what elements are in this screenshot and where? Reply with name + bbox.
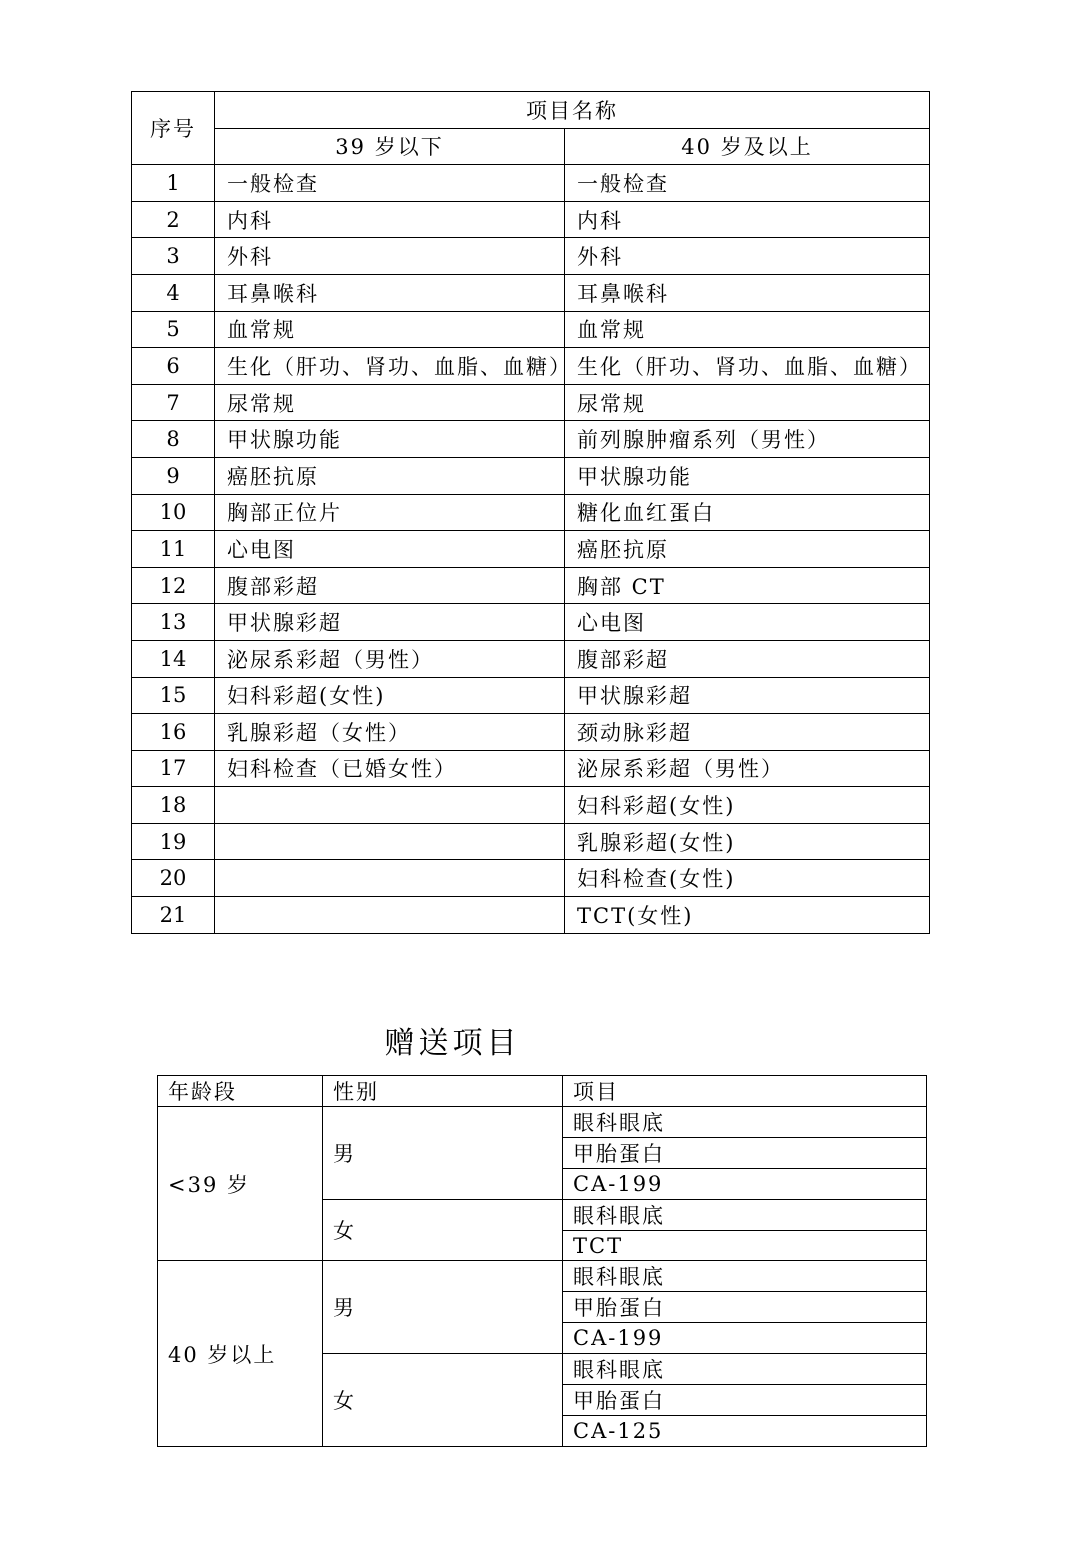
item-40-plus: 癌胚抗原: [565, 531, 930, 568]
item-40-plus: 血常规: [565, 311, 930, 348]
row-index: 4: [132, 274, 215, 311]
item-under-39: 一般检查: [215, 165, 565, 202]
table-row: [132, 531, 930, 568]
table-row: [132, 860, 930, 897]
table-row: [132, 823, 930, 860]
item-40-plus: 甲状腺功能: [565, 457, 930, 494]
item-under-39: 血常规: [215, 311, 565, 348]
gift-gender: 男: [323, 1107, 563, 1200]
item-under-39: 甲状腺彩超: [215, 604, 565, 641]
item-40-plus: 妇科检查(女性): [565, 860, 930, 897]
gift-gender: 男: [323, 1261, 563, 1354]
row-index: 19: [132, 823, 215, 860]
item-under-39: 乳腺彩超（女性）: [215, 714, 565, 751]
table-row: [132, 274, 930, 311]
table-row: [132, 677, 930, 714]
item-under-39: 妇科彩超(女性): [215, 677, 565, 714]
item-under-39: 癌胚抗原: [215, 457, 565, 494]
gift-item: 眼科眼底: [563, 1199, 927, 1230]
row-index: 1: [132, 165, 215, 202]
item-40-plus: 泌尿系彩超（男性）: [565, 750, 930, 787]
row-index: 5: [132, 311, 215, 348]
item-under-39: 心电图: [215, 531, 565, 568]
item-under-39: [215, 897, 565, 934]
row-index: 9: [132, 457, 215, 494]
table-row: [132, 714, 930, 751]
gift-item: TCT: [563, 1230, 927, 1261]
item-40-plus: 心电图: [565, 604, 930, 641]
row-index: 13: [132, 604, 215, 641]
item-40-plus: 一般检查: [565, 165, 930, 202]
header-seq: 序号: [132, 92, 215, 165]
gift-item: 眼科眼底: [563, 1107, 927, 1138]
item-under-39: 腹部彩超: [215, 567, 565, 604]
gift-item: 眼科眼底: [563, 1354, 927, 1385]
gift-item: CA-125: [563, 1416, 927, 1447]
row-index: 6: [132, 348, 215, 385]
table-row: [132, 494, 930, 531]
item-40-plus: 内科: [565, 201, 930, 238]
row-index: 14: [132, 640, 215, 677]
item-40-plus: 外科: [565, 238, 930, 275]
row-index: 16: [132, 714, 215, 751]
item-40-plus: 乳腺彩超(女性): [565, 823, 930, 860]
row-index: 2: [132, 201, 215, 238]
row-index: 17: [132, 750, 215, 787]
table-row: [132, 165, 930, 202]
table-row: [132, 201, 930, 238]
table-row: [132, 897, 930, 934]
table-row: [132, 348, 930, 385]
table-row: [132, 238, 930, 275]
gift-row: [158, 1261, 927, 1292]
gift-header-row: [158, 1076, 927, 1107]
item-under-39: [215, 787, 565, 824]
item-under-39: 妇科检查（已婚女性）: [215, 750, 565, 787]
item-under-39: 耳鼻喉科: [215, 274, 565, 311]
gift-item: 甲胎蛋白: [563, 1385, 927, 1416]
row-index: 21: [132, 897, 215, 934]
row-index: 11: [132, 531, 215, 568]
gift-gender: 女: [323, 1354, 563, 1447]
gift-header-gender: 性别: [323, 1076, 563, 1107]
row-index: 3: [132, 238, 215, 275]
item-40-plus: 腹部彩超: [565, 640, 930, 677]
row-index: 10: [132, 494, 215, 531]
item-under-39: 甲状腺功能: [215, 421, 565, 458]
item-40-plus: 甲状腺彩超: [565, 677, 930, 714]
item-under-39: 外科: [215, 238, 565, 275]
gift-item: 甲胎蛋白: [563, 1292, 927, 1323]
gift-age-group: 40 岁以上: [158, 1261, 323, 1446]
gift-age-group: <39 岁: [158, 1107, 323, 1261]
gift-items-table: [157, 1075, 927, 1447]
item-under-39: 生化（肝功、肾功、血脂、血糖）: [215, 348, 565, 385]
row-index: 8: [132, 421, 215, 458]
item-under-39: [215, 860, 565, 897]
gift-header-age: 年龄段: [158, 1076, 323, 1107]
row-index: 12: [132, 567, 215, 604]
row-index: 20: [132, 860, 215, 897]
header-40-plus: 40 岁及以上: [565, 128, 930, 165]
item-under-39: [215, 823, 565, 860]
header-project-name: 项目名称: [215, 92, 930, 129]
row-index: 7: [132, 384, 215, 421]
item-40-plus: 颈动脉彩超: [565, 714, 930, 751]
exam-items-table: [131, 91, 930, 934]
gift-item: CA-199: [563, 1323, 927, 1354]
row-index: 15: [132, 677, 215, 714]
item-40-plus: 前列腺肿瘤系列（男性）: [565, 421, 930, 458]
item-under-39: 泌尿系彩超（男性）: [215, 640, 565, 677]
item-40-plus: 生化（肝功、肾功、血脂、血糖）: [565, 348, 930, 385]
table-row: [132, 640, 930, 677]
gift-item: CA-199: [563, 1169, 927, 1200]
item-40-plus: 耳鼻喉科: [565, 274, 930, 311]
table-row: [132, 311, 930, 348]
item-40-plus: 糖化血红蛋白: [565, 494, 930, 531]
item-40-plus: TCT(女性): [565, 897, 930, 934]
header-row-1: [132, 92, 930, 129]
table-row: [132, 750, 930, 787]
item-40-plus: 尿常规: [565, 384, 930, 421]
header-row-2: [132, 128, 930, 165]
gift-gender: 女: [323, 1199, 563, 1261]
gift-section-title: 赠送项目: [384, 1026, 521, 1061]
table-row: [132, 384, 930, 421]
gift-item: 甲胎蛋白: [563, 1138, 927, 1169]
item-40-plus: 妇科彩超(女性): [565, 787, 930, 824]
gift-item: 眼科眼底: [563, 1261, 927, 1292]
row-index: 18: [132, 787, 215, 824]
table-row: [132, 787, 930, 824]
item-under-39: 胸部正位片: [215, 494, 565, 531]
table-row: [132, 567, 930, 604]
table-row: [132, 457, 930, 494]
item-40-plus: 胸部 CT: [565, 567, 930, 604]
gift-row: [158, 1107, 927, 1138]
item-under-39: 内科: [215, 201, 565, 238]
table-row: [132, 604, 930, 641]
item-under-39: 尿常规: [215, 384, 565, 421]
table-row: [132, 421, 930, 458]
gift-header-item: 项目: [563, 1076, 927, 1107]
header-under-39: 39 岁以下: [215, 128, 565, 165]
